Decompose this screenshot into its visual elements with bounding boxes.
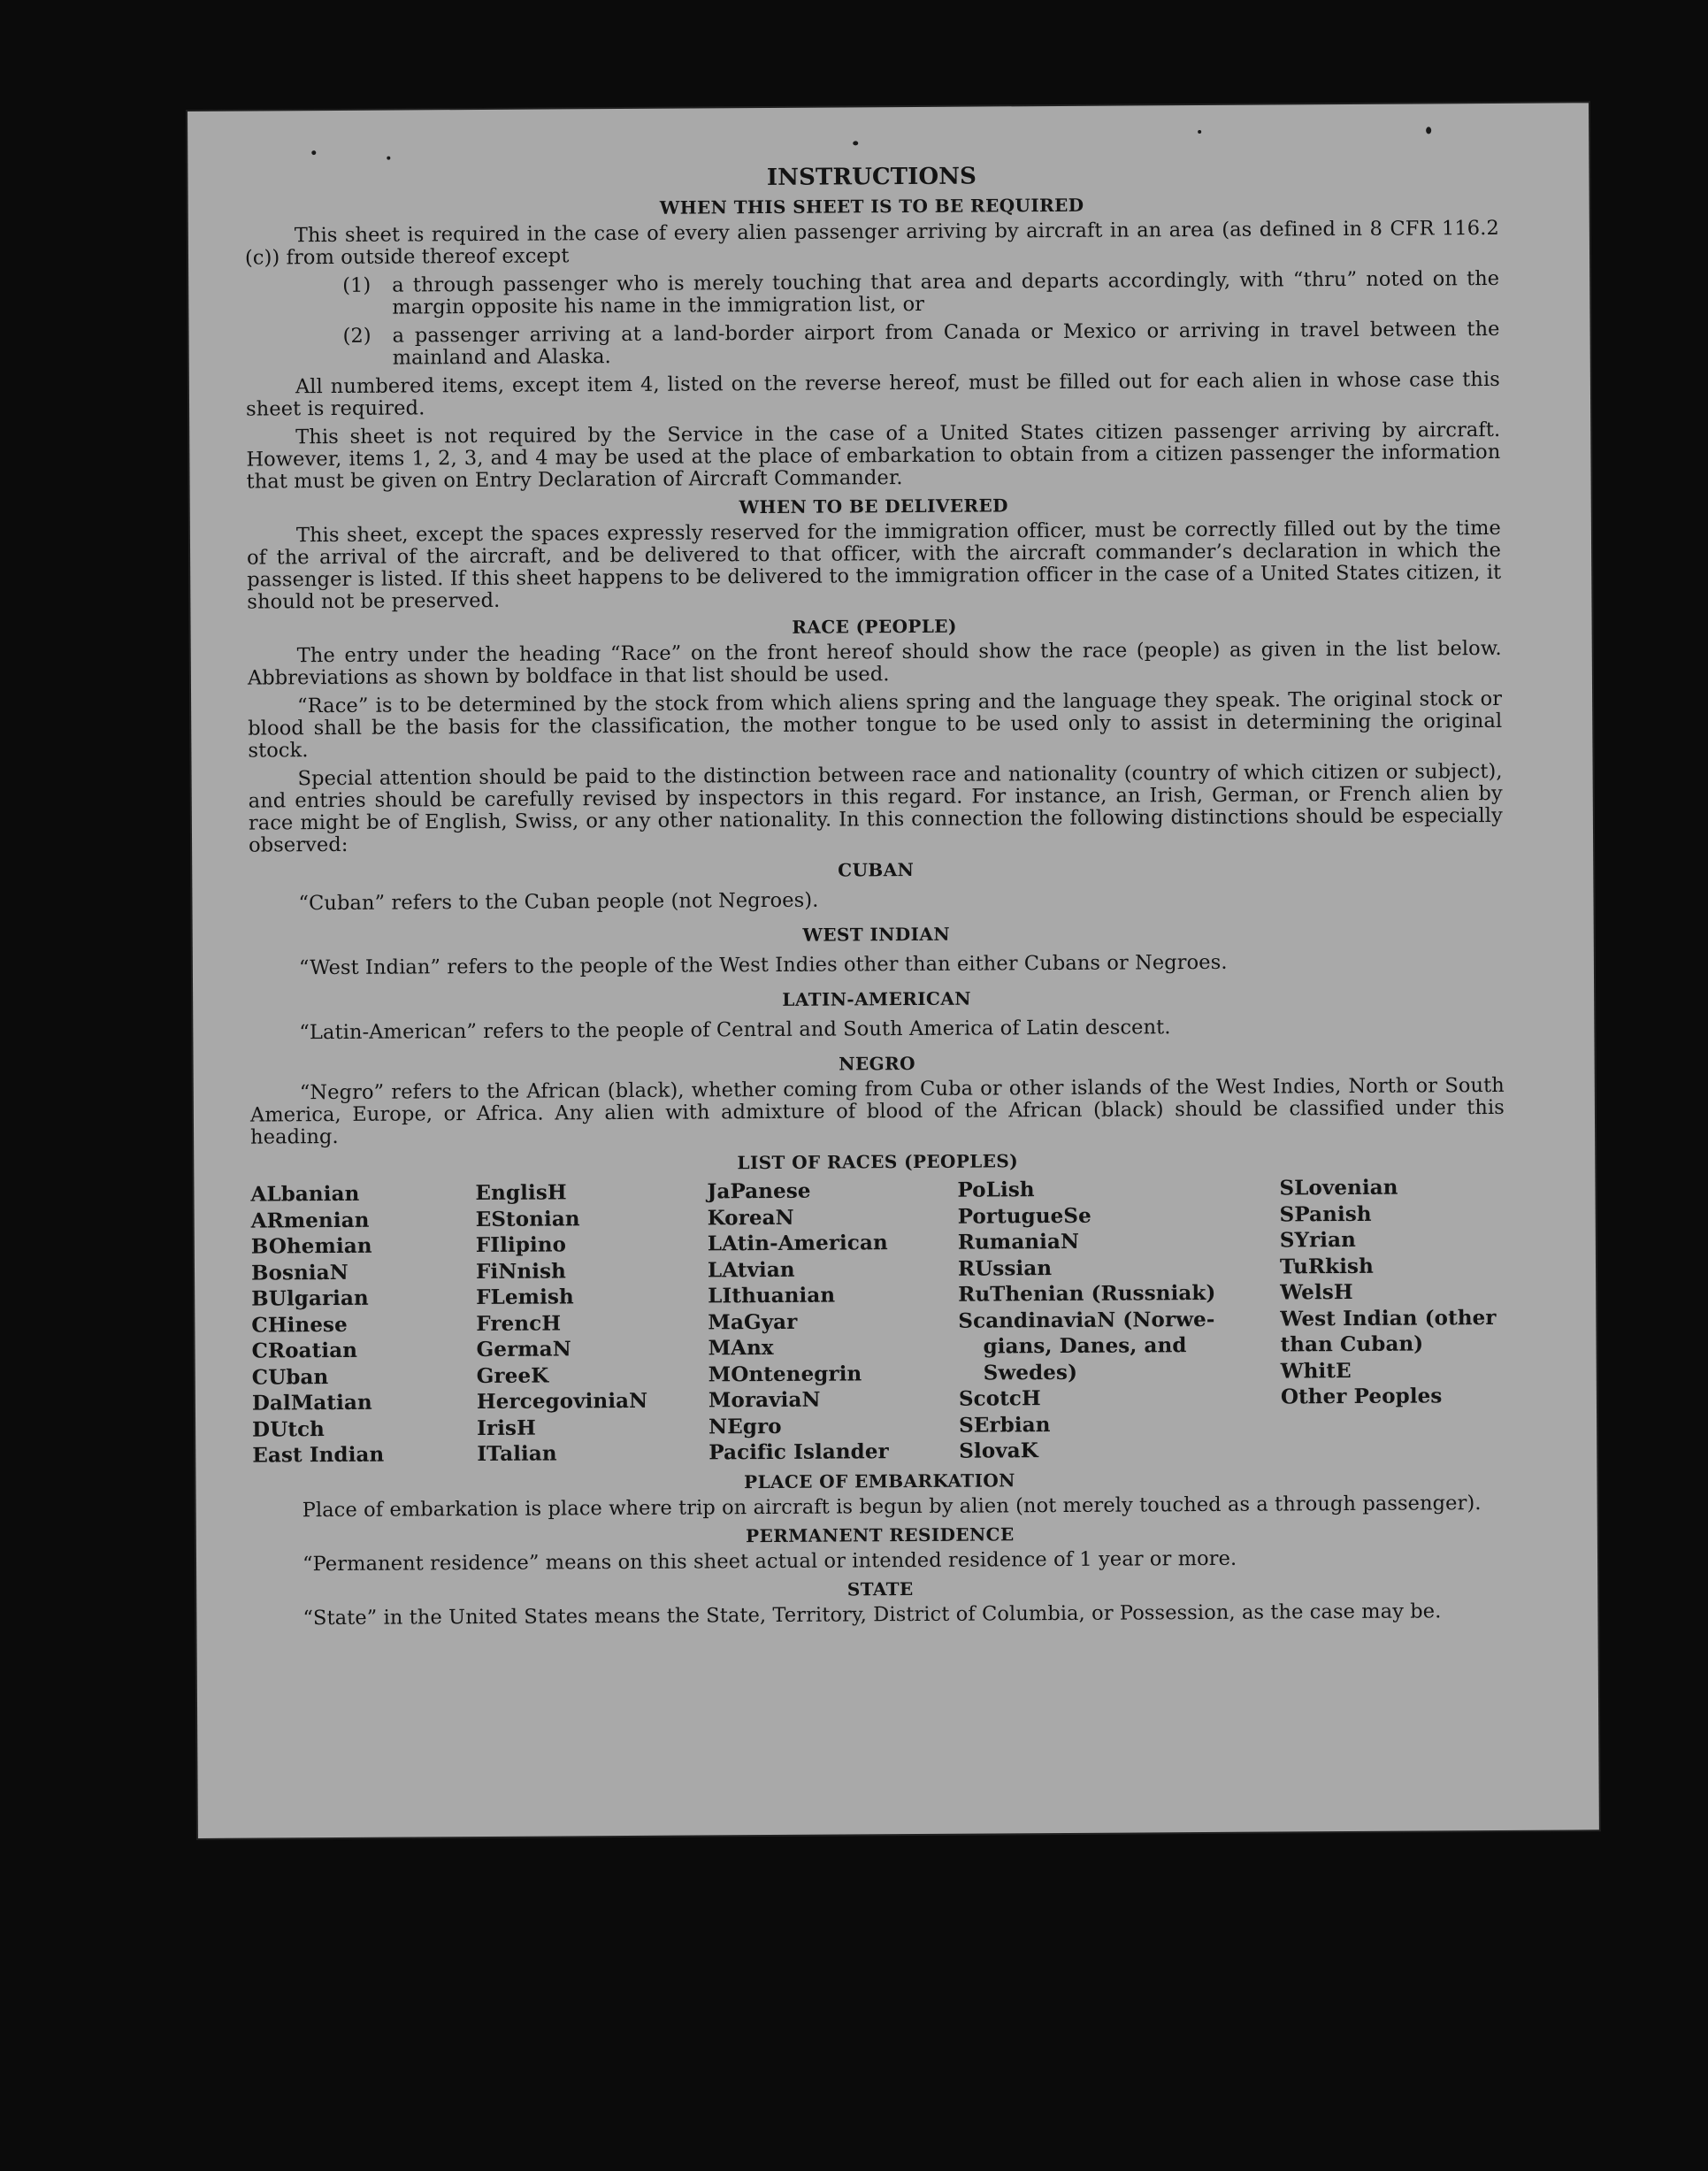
document-sheet (188, 103, 1599, 1838)
race-entry: EnglisH (475, 1180, 567, 1206)
races-column-1 (250, 1180, 477, 1469)
speck (387, 157, 390, 160)
speck (311, 150, 316, 155)
race-entry: BOhemian (250, 1233, 372, 1259)
race-entry: CUban (251, 1364, 329, 1390)
race-entry: WhitE (1280, 1358, 1352, 1383)
race-entry: West Indian (other (1280, 1305, 1497, 1331)
heading-negro: NEGRO (839, 1052, 915, 1075)
heading-when-delivered: WHEN TO BE DELIVERED (739, 495, 1008, 518)
races-column-2 (475, 1178, 708, 1467)
race-entry: ScotcH (958, 1386, 1041, 1411)
race-entry-continued: gians, Danes, and (983, 1333, 1187, 1359)
race-entry: LAtvian (707, 1257, 795, 1282)
paragraph-race-entry: The entry under the heading “Race” on the front hereof should show the race (people) as given in the list below. Abbreviations as shown by boldface in that list should be used. (247, 636, 1502, 690)
race-entry: WelsH (1280, 1279, 1353, 1305)
race-entry: MAnx (708, 1335, 774, 1361)
race-entry: BUlgarian (251, 1285, 369, 1311)
race-entry: than Cuban) (1280, 1331, 1424, 1357)
race-entry: GreeK (476, 1363, 549, 1388)
exception-number: (2) (342, 324, 371, 348)
definition-cuban: “Cuban” refers to the Cuban people (not Negroes). (298, 888, 819, 916)
heading-state: STATE (846, 1577, 914, 1599)
race-entry: EStonian (475, 1206, 580, 1231)
exception-number: (1) (342, 273, 371, 297)
race-entry: FrencH (476, 1310, 562, 1336)
paragraph-required-intro: This sheet is required in the case of every alien passenger arriving by aircraft in an area (as defined in 8 CFR 116.2 (c)) from outside thereof except (244, 216, 1499, 270)
exception-item-1 (245, 268, 1499, 320)
race-entry: MOntenegrin (708, 1361, 862, 1386)
race-entry: BosniaN (250, 1260, 348, 1285)
speck (853, 141, 858, 145)
race-entry: Pacific Islander (708, 1439, 889, 1465)
race-entry: PoLish (957, 1178, 1035, 1202)
paragraph-race-nationality: Special attention should be paid to the distinction between race and nationality (country of which citizen or subject), and entries should be carefully revised by inspectors in this regard. For instance, an Irish, German, or French alien by race might be of English, Swiss, or any other nationality. In this connection the following distinctions should be especially observed: (248, 759, 1503, 857)
races-column-4 (957, 1175, 1281, 1464)
definition-west-indian: “West Indian” refers to the people of the West Indies other than either Cubans or Negroes. (298, 950, 1228, 980)
speck (1198, 130, 1201, 134)
heading-list-of-races: LIST OF RACES (PEOPLES) (737, 1150, 1019, 1174)
race-entry: TuRkish (1279, 1254, 1374, 1278)
heading-race: RACE (PEOPLE) (792, 615, 957, 638)
instructions-content (244, 160, 1507, 1636)
paragraph-permanent-residence: “Permanent residence” means on this sheet actual or intended residence of 1 year or more. (302, 1546, 1237, 1576)
race-entry: RuThenian (Russniak) (958, 1280, 1216, 1307)
race-entry: HercegoviniaN (476, 1388, 648, 1415)
race-entry: LIthuanian (708, 1283, 836, 1308)
page-title: INSTRUCTIONS (766, 163, 977, 191)
heading-latin-american: LATIN-AMERICAN (782, 987, 971, 1010)
race-entry: FIlipino (475, 1232, 567, 1258)
race-entry: SYrian (1279, 1227, 1357, 1253)
race-entry: DalMatian (251, 1390, 372, 1415)
race-entry: RUssian (957, 1255, 1053, 1281)
race-entry: IrisH (477, 1415, 536, 1440)
race-entry: SErbian (959, 1412, 1051, 1438)
race-entry: Other Peoples (1280, 1384, 1443, 1409)
race-entry-continued: Swedes) (983, 1360, 1078, 1385)
race-entry: SPanish (1279, 1201, 1372, 1226)
race-entry: RumaniaN (957, 1229, 1080, 1254)
race-entry: ARmenian (250, 1208, 370, 1233)
race-entry: SlovaK (959, 1438, 1038, 1463)
race-entry: KoreaN (707, 1205, 794, 1230)
paragraph-delivery: This sheet, except the spaces expressly reserved for the immigration officer, must be correctly filled out by the time of the arrival of the aircraft, and be delivered to that officer, with the aircraft commander’s declaration in which the passenger is listed. If this sheet happens to be delivered to the immigration officer in the case of a United States citizen, it should not be preserved. (247, 516, 1502, 614)
exception-item-2 (245, 318, 1499, 371)
exception-text: a passenger arriving at a land-border airport from Canada or Mexico or arriving in travel between the mainland and Alaska. (392, 317, 1500, 370)
races-column-5 (1279, 1174, 1506, 1462)
paragraph-citizen-note: This sheet is not required by the Service in the case of a United States citizen passenger arriving by aircraft. However, items 1, 2, 3, and 4 may be used at the place of embarkation to obtain from a citizen passenger the information that must be given on Entry Declaration of Aircraft Commander. (246, 418, 1501, 494)
definition-negro: “Negro” refers to the African (black), whether coming from Cuba or other islands of the West Indies, North or South America, Europe, or Africa. Any alien with admixture of blood of the African (black) should be classified under this heading. (249, 1073, 1505, 1149)
race-entry: MaGyar (708, 1309, 798, 1334)
paragraph-race-definition: “Race” is to be determined by the stock from which aliens spring and the language they speak. The original stock or blood shall be the basis for the classification, the mother tongue to be used only to assist in determining the original stock. (248, 687, 1503, 763)
heading-when-required: WHEN THIS SHEET IS TO BE REQUIRED (659, 194, 1084, 219)
race-entry: FiNnish (475, 1258, 567, 1284)
race-entry: CHinese (251, 1312, 348, 1338)
paragraph-numbered-items: All numbered items, except item 4, listed on the reverse hereof, must be filled out for each alien in whose case this sheet is required. (245, 367, 1500, 421)
heading-cuban: CUBAN (838, 858, 915, 881)
heading-permanent-residence: PERMANENT RESIDENCE (746, 1523, 1015, 1546)
race-entry: ITalian (477, 1441, 557, 1467)
races-list (250, 1174, 1506, 1469)
race-entry: ALbanian (250, 1181, 360, 1207)
paragraph-state: “State” in the United States means the State, Territory, District of Columbia, or Possession, as the case may be. (303, 1599, 1442, 1630)
race-entry: JaPanese (707, 1178, 811, 1204)
heading-embarkation: PLACE OF EMBARKATION (744, 1469, 1015, 1492)
race-entry: MoraviaN (708, 1387, 821, 1413)
race-entry: LAtin-American (707, 1231, 888, 1256)
paragraph-embarkation: Place of embarkation is place where trip on aircraft is begun by alien (not merely touched as a through passenger). (302, 1491, 1482, 1522)
race-entry: NEgro (708, 1414, 782, 1438)
speck (1426, 127, 1431, 134)
race-entry: East Indian (252, 1442, 385, 1468)
race-entry: GermaN (476, 1337, 571, 1362)
race-entry: CRoatian (251, 1338, 358, 1363)
definition-latin-american: “Latin-American” refers to the people of Central and South America of Latin descent. (299, 1016, 1171, 1045)
race-entry: PortugueSe (957, 1203, 1091, 1229)
heading-west-indian: WEST INDIAN (802, 923, 951, 946)
race-entry: ScandinaviaN (Norwe- (958, 1307, 1215, 1333)
race-entry: DUtch (252, 1416, 326, 1442)
race-entry: SLovenian (1279, 1175, 1398, 1201)
races-column-3 (707, 1178, 959, 1466)
race-entry: FLemish (476, 1285, 574, 1310)
exception-text: a through passenger who is merely touching that area and departs accordingly, with “thru” noted on the margin opposite his name in the immigration list, or (392, 266, 1500, 319)
